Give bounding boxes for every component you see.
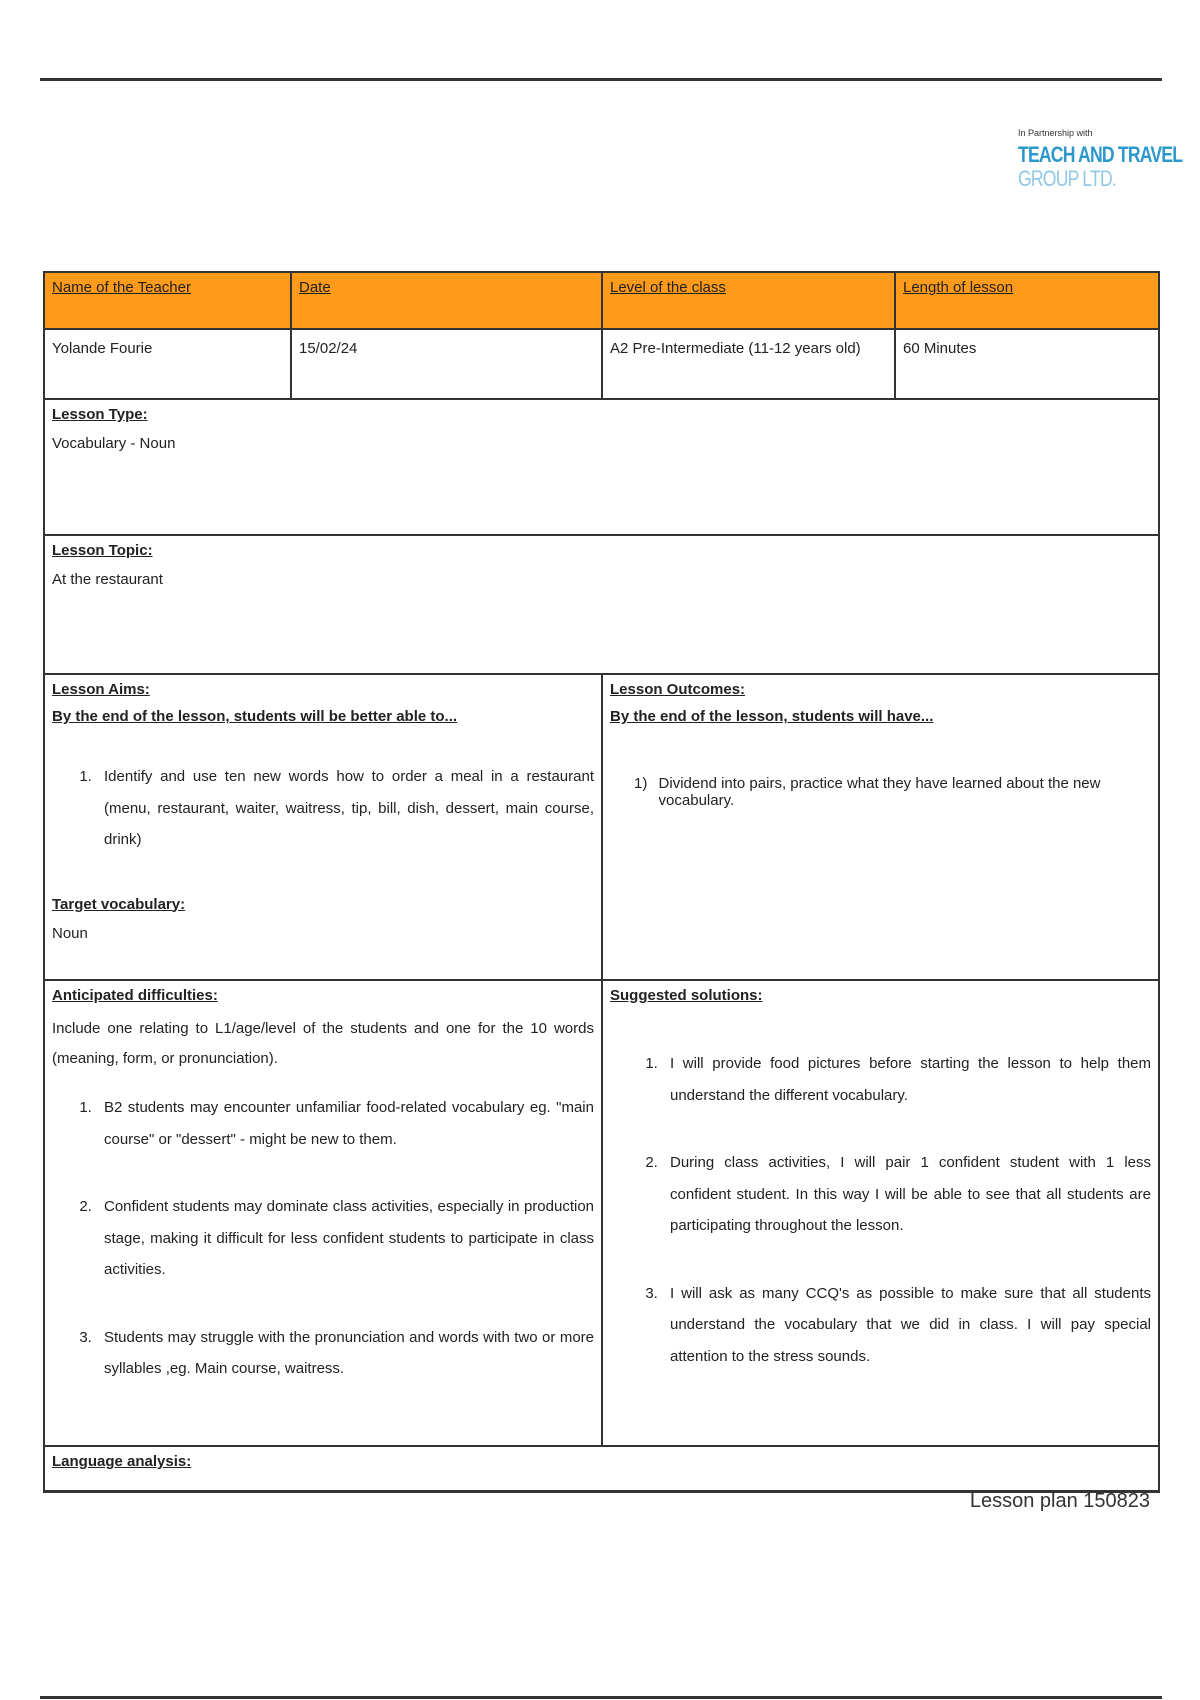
list-item: 3. I will ask as many CCQ's as possible to make sure that all students understand the vocabulary that we did in class. I will pay special attention to the stress sounds.: [662, 1278, 1151, 1373]
header-teacher: Name of the Teacher: [52, 279, 191, 296]
aims-cell: [45, 675, 601, 979]
logo-line-1: TEACH AND TRAVEL: [1018, 142, 1183, 167]
header-level: Level of the class: [601, 273, 894, 328]
outcome-item: [610, 775, 1151, 809]
language-analysis-row: [45, 1447, 1158, 1490]
list-item: 1. B2 students may encounter unfamiliar food-related vocabulary eg. "main course" or "dessert" - might be new to them.: [96, 1092, 594, 1155]
outcome-number: 1): [634, 775, 648, 792]
lesson-length: 60 Minutes: [894, 330, 1158, 398]
list-item: 3. Students may struggle with the pronunciation and words with two or more syllables ,eg. Main course, waitress.: [96, 1322, 594, 1385]
list-item: 1. I will provide food pictures before starting the lesson to help them understand the different vocabulary.: [662, 1048, 1151, 1111]
partner-logo: [1018, 128, 1183, 192]
solutions-cell: [601, 981, 1158, 1445]
outcomes-label: Lesson Outcomes:: [610, 681, 746, 698]
header-length: Length of lesson: [894, 273, 1158, 328]
logo-partner-text: In Partnership with: [1018, 128, 1093, 138]
list-item: 1. Identify and use ten new words how to order a meal in a restaurant (menu, restaurant, waiter, waitress, tip, bill, dish, dessert, main course, drink): [96, 761, 594, 856]
header-date: Date: [290, 273, 601, 328]
aims-intro: By the end of the lesson, students will be better able to...: [52, 708, 458, 725]
logo-line-2: GROUP LTD.: [1018, 166, 1116, 191]
language-analysis-label: Language analysis:: [52, 1453, 192, 1470]
difficulties-list: [52, 1092, 594, 1385]
solutions-list: [610, 1048, 1151, 1372]
class-level: A2 Pre-Intermediate (11-12 years old): [601, 330, 894, 398]
lesson-topic-row: [45, 536, 1158, 675]
difficulties-cell: [45, 981, 601, 1445]
lesson-type-label: Lesson Type:: [52, 406, 148, 423]
outcomes-intro: By the end of the lesson, students will have...: [610, 708, 934, 725]
lesson-topic-label: Lesson Topic:: [52, 542, 153, 559]
target-vocab-value: Noun: [52, 924, 88, 942]
top-rule: [40, 78, 1162, 81]
bottom-rule: [40, 1696, 1162, 1699]
lesson-type-row: [45, 400, 1158, 536]
difficulties-solutions-row: [45, 981, 1158, 1447]
outcome-text: Dividend into pairs, practice what they have learned about the new vocabulary.: [658, 775, 1101, 809]
list-item: 2. During class activities, I will pair 1 confident student with 1 less confident student. In this way I will be able to see that all students are participating throughout the lesson.: [662, 1147, 1151, 1242]
outcomes-cell: [601, 675, 1158, 979]
header-row: [45, 273, 1158, 330]
target-vocab-label: Target vocabulary:: [52, 895, 186, 913]
list-item: 2. Confident students may dominate class activities, especially in production stage, making it difficult for less confident students to participate in class activities.: [96, 1191, 594, 1286]
aims-outcomes-row: [45, 675, 1158, 981]
lesson-topic-value: At the restaurant: [52, 571, 163, 588]
solutions-label: Suggested solutions:: [610, 987, 763, 1004]
aims-label: Lesson Aims:: [52, 681, 150, 698]
difficulties-label: Anticipated difficulties:: [52, 987, 218, 1004]
teacher-name: Yolande Fourie: [52, 340, 153, 357]
lesson-type-value: Vocabulary - Noun: [52, 435, 176, 452]
lesson-plan-table: [43, 271, 1160, 1493]
lesson-date: 15/02/24: [290, 330, 601, 398]
lesson-plan-id: Lesson plan 150823: [969, 1490, 1150, 1512]
aims-list: [52, 761, 594, 856]
difficulties-intro: Include one relating to L1/age/level of the students and one for the 10 words (meaning, form, or pronunciation).: [52, 1020, 594, 1067]
info-row: [45, 330, 1158, 400]
